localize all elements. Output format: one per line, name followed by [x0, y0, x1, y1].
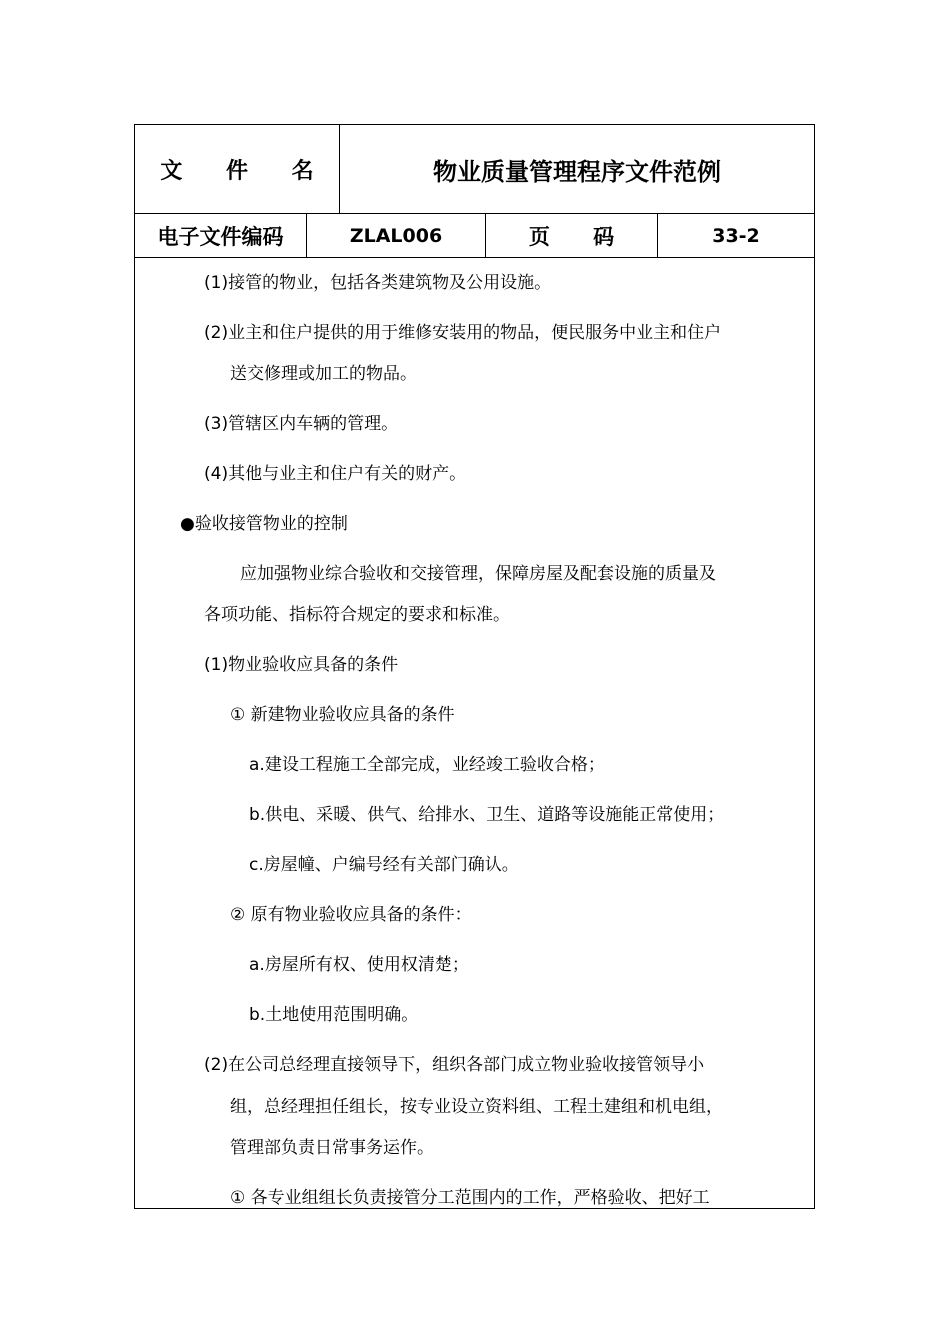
- body-line: 组，总经理担任组长，按专业设立资料组、工程土建组和机电组，: [230, 1097, 723, 1117]
- page-label: 页 码: [486, 214, 658, 257]
- header-row-title: [135, 125, 814, 214]
- file-code-label: 电子文件编码: [135, 214, 307, 257]
- section-heading: ●验收接管物业的控制: [180, 514, 348, 534]
- body-line: 应加强物业综合验收和交接管理，保障房屋及配套设施的质量及: [240, 564, 716, 584]
- header-row-meta: [135, 214, 814, 258]
- body-line: ① 各专业组组长负责接管分工范围内的工作，严格验收、把好工: [230, 1188, 710, 1208]
- body-line: 各项功能、指标符合规定的要求和标准。: [204, 605, 510, 625]
- body-line: a.房屋所有权、使用权清楚；: [249, 955, 469, 975]
- body-line: b.供电、采暖、供气、给排水、卫生、道路等设施能正常使用；: [249, 805, 725, 825]
- doc-name-label: 文 件 名: [135, 125, 340, 213]
- body-line: (2)业主和住户提供的用于维修安装用的物品，便民服务中业主和住户: [204, 323, 722, 343]
- body-content: [135, 258, 814, 1208]
- body-line: (3)管辖区内车辆的管理。: [204, 414, 399, 434]
- body-line: ② 原有物业验收应具备的条件：: [230, 905, 472, 925]
- body-line: (1)接管的物业，包括各类建筑物及公用设施。: [204, 273, 552, 293]
- doc-title: 物业质量管理程序文件范例: [433, 157, 721, 186]
- body-line: (4)其他与业主和住户有关的财产。: [204, 464, 467, 484]
- file-code-value: ZLAL006: [307, 214, 486, 257]
- body-line: (1)物业验收应具备的条件: [204, 655, 399, 675]
- body-line: (2)在公司总经理直接领导下，组织各部门成立物业验收接管领导小: [204, 1055, 705, 1075]
- body-line: ① 新建物业验收应具备的条件: [230, 705, 455, 725]
- body-line: 送交修理或加工的物品。: [230, 364, 417, 384]
- body-line: b.土地使用范围明确。: [249, 1005, 419, 1025]
- document-frame: [134, 124, 815, 1209]
- body-line: a.建设工程施工全部完成，业经竣工验收合格；: [249, 755, 605, 775]
- body-line: c.房屋幢、户编号经有关部门确认。: [249, 855, 519, 875]
- body-line: 管理部负责日常事务运作。: [230, 1138, 434, 1158]
- page-number: 33-2: [712, 224, 760, 247]
